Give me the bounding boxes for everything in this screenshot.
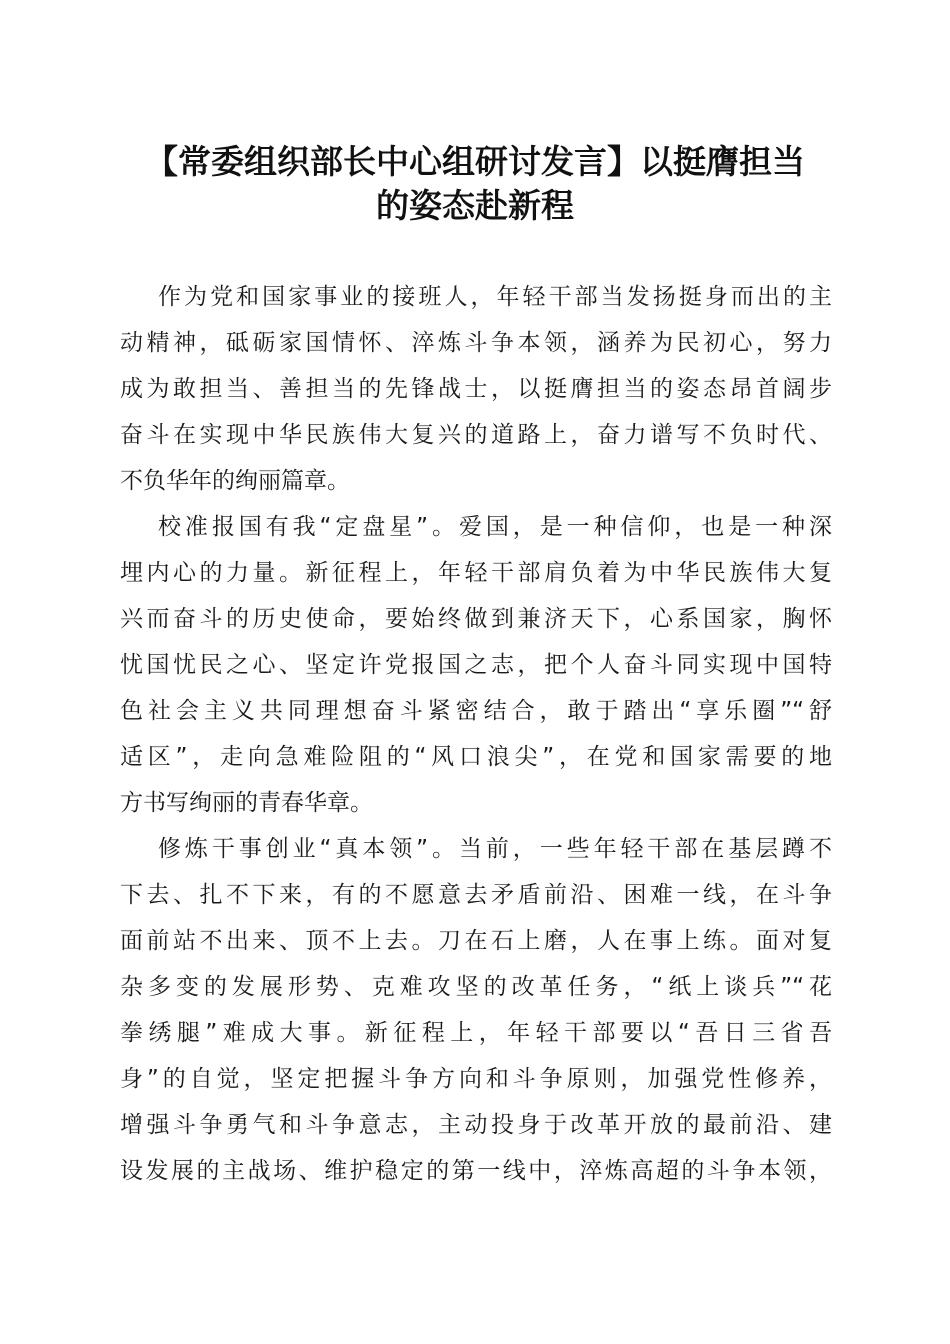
text-line: 杂多变的发展形势、克难攻坚的改革任务，“纸上谈兵”“花 (120, 974, 832, 1000)
title-line: 的姿态赴新程 (376, 186, 574, 225)
text-line: 方书写绚丽的青春华章。 (120, 790, 373, 816)
title-line: 【常委组织部长中心组研讨发言】以挺膺担当 (145, 142, 805, 181)
text-line: 不负华年的绚丽篇章。 (120, 468, 350, 494)
text-line: 奋斗在实现中华民族伟大复兴的道路上，奋力谱写不负时代、 (120, 422, 832, 448)
text-line: 埋内心的力量。新征程上，年轻干部肩负着为中华民族伟大复 (120, 560, 832, 586)
text-line: 兴而奋斗的历史使命，要始终做到兼济天下，心系国家，胸怀 (120, 606, 832, 632)
document-body (120, 274, 832, 1194)
text-line: 色社会主义共同理想奋斗紧密结合，敢于踏出“享乐圈”“舒 (120, 698, 832, 724)
text-line: 下去、扎不下来，有的不愿意去矛盾前沿、困难一线，在斗争 (120, 882, 832, 908)
text-line: 适区”，走向急难险阻的“风口浪尖”，在党和国家需要的地 (120, 744, 832, 770)
text-line: 忧国忧民之心、坚定许党报国之志，把个人奋斗同实现中国特 (120, 652, 832, 678)
text-line: 成为敢担当、善担当的先锋战士，以挺膺担当的姿态昂首阔步 (120, 376, 832, 402)
text-line: 增强斗争勇气和斗争意志，主动投身于改革开放的最前沿、建 (120, 1112, 832, 1138)
text-line: 作为党和国家事业的接班人，年轻干部当发扬挺身而出的主 (158, 284, 832, 310)
paragraph-skills (120, 826, 832, 1194)
text-line: 身”的自觉，坚定把握斗争方向和斗争原则，加强党性修养， (120, 1066, 832, 1092)
text-line: 拳绣腿”难成大事。新征程上，年轻干部要以“吾日三省吾 (120, 1020, 832, 1046)
text-line: 面前站不出来、顶不上去。刀在石上磨，人在事上练。面对复 (120, 928, 832, 954)
document-title (110, 140, 840, 228)
paragraph-patriotism (120, 504, 832, 826)
text-line: 校准报国有我“定盘星”。爱国，是一种信仰，也是一种深 (158, 514, 832, 540)
paragraph-intro (120, 274, 832, 504)
text-line: 动精神，砥砺家国情怀、淬炼斗争本领，涵养为民初心，努力 (120, 330, 832, 356)
text-line: 设发展的主战场、维护稳定的第一线中，淬炼高超的斗争本领， (120, 1158, 832, 1184)
text-line: 修炼干事创业“真本领”。当前，一些年轻干部在基层蹲不 (158, 836, 832, 862)
